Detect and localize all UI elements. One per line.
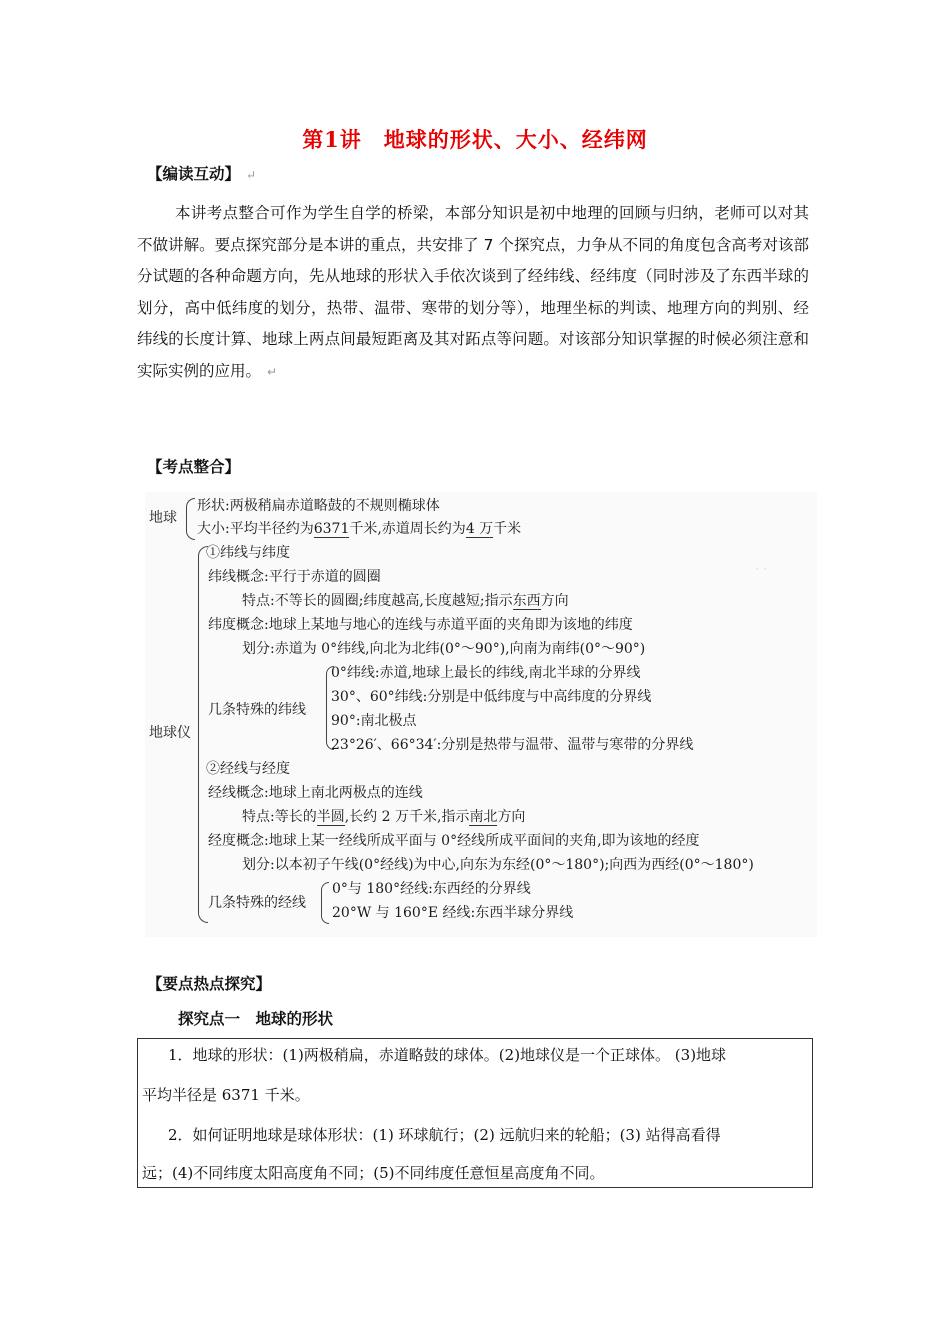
lon-feature-mid: ,长约 2 万千米,指示 [344,809,470,825]
section-reading-interaction [147,162,256,184]
lon-feature [242,806,525,826]
size-text-c: 千米 [493,521,522,537]
page-title: 第1讲 地球的形状、大小、经纬网 [302,127,648,152]
intro-paragraph [137,198,809,388]
lon-feature-text: 特点:等长的 [242,809,317,825]
earth-brace [186,498,195,540]
lon-feature-direction: 南北 [469,809,498,825]
special-lat-item: 0°纬线:赤道,地球上最长的纬线,南北半球的分界线 [331,665,641,681]
knowledge-outline-image [145,492,817,937]
probe-point-title: 探究点一 地球的形状 [178,1009,334,1028]
lon-feature-suffix: 方向 [497,809,526,825]
lat-heading: ①纬线与纬度 [206,545,290,561]
section-key-points: 【考点整合】 [147,457,241,476]
size-text-a: 大小:平均半径约为 [197,521,314,537]
probe-content-box [137,1038,813,1188]
special-lon-brace [321,882,329,924]
longitude-concept: 经度概念:地球上某一经线所成平面与 0°经线所成平面间的夹角,即为该地的经度 [208,833,700,849]
special-lat-item: 30°、60°纬线:分别是中低纬度与中高纬度的分界线 [331,689,652,705]
lat-concept: 纬线概念:平行于赤道的圆圈 [208,569,381,585]
box-line: 平均半径是 6371 千米。 [142,1086,310,1104]
special-lon-item: 20°W 与 160°E 经线:东西半球分界线 [332,905,574,921]
lat-feature [242,590,569,610]
globe-brace [198,546,208,923]
special-lon-item: 0°与 180°经线:东西经的分界线 [332,881,531,897]
lon-feature-half: 半圆 [316,809,345,825]
lon-division: 划分:以本初子午线(0°经线)为中心,向东为东经(0°～180°);向西为西经(0°～180°) [242,857,754,873]
size-circumference: 4 万 [465,521,494,537]
special-lon-label: 几条特殊的经线 [208,895,306,911]
lat-feature-text: 特点:不等长的圆圈;纬度越高,长度越短;指示 [242,593,513,609]
return-mark: ↵ [246,168,257,182]
lat-feature-direction: 东西 [512,593,541,609]
lon-concept: 经线概念:地球上南北两极点的连线 [208,785,423,801]
scan-artifact: · · [755,562,768,577]
size-text-b: 千米,赤道周长约为 [349,521,466,537]
return-mark: ↵ [267,364,278,379]
lat-feature-suffix: 方向 [540,593,569,609]
globe-label: 地球仪 [149,725,191,741]
size-radius: 6371 [313,521,350,537]
box-line: 1．地球的形状：(1)两极稍扁，赤道略鼓的球体。(2)地球仪是一个正球体。 (3)地球 [168,1046,727,1064]
size-line [197,518,521,538]
special-lat-item: 90°:南北极点 [331,713,417,729]
lon-heading: ②经线与经度 [206,761,290,777]
earth-label: 地球 [149,510,177,526]
latitude-concept: 纬度概念:地球上某地与地心的连线与赤道平面的夹角即为该地的纬度 [208,617,633,633]
shape-line: 形状:两极稍扁赤道略鼓的不规则椭球体 [197,498,440,514]
section-label: 【编读互动】 [147,164,241,183]
section-hotspot: 【要点热点探究】 [147,974,272,993]
intro-text: 本讲考点整合可作为学生自学的桥梁，本部分知识是初中地理的回顾与归纳，老师可以对其不做讲解。要点探究部分是本讲的重点，共安排了 7 个探究点，力争从不同的角度包含高考对该部分试题的各种命题方向，先从地球的形状入手依次谈到了经纬线、经纬度（同时涉及了东西半球的划分，高中低纬度的划分，热带、温带、寒带的划分等），地理坐标的判读、地理方向的判别、经纬线的长度计算、地球上两点间最短距离及其对跖点等问题。对该部分知识掌握的时候必须注意和实际实例的应用。 [137,204,809,380]
box-line: 2．如何证明地球是球体形状：(1) 环球航行；(2) 远航归来的轮船；(3) 站得高看得 [168,1126,721,1144]
lat-division: 划分:赤道为 0°纬线,向北为北纬(0°～90°),向南为南纬(0°～90°) [242,641,646,657]
special-lat-item: 23°26′、66°34′:分别是热带与温带、温带与寒带的分界线 [331,737,694,753]
special-lat-label: 几条特殊的纬线 [208,702,306,718]
box-line: 远；(4)不同纬度太阳高度角不同；(5)不同纬度任意恒星高度角不同。 [142,1164,605,1182]
